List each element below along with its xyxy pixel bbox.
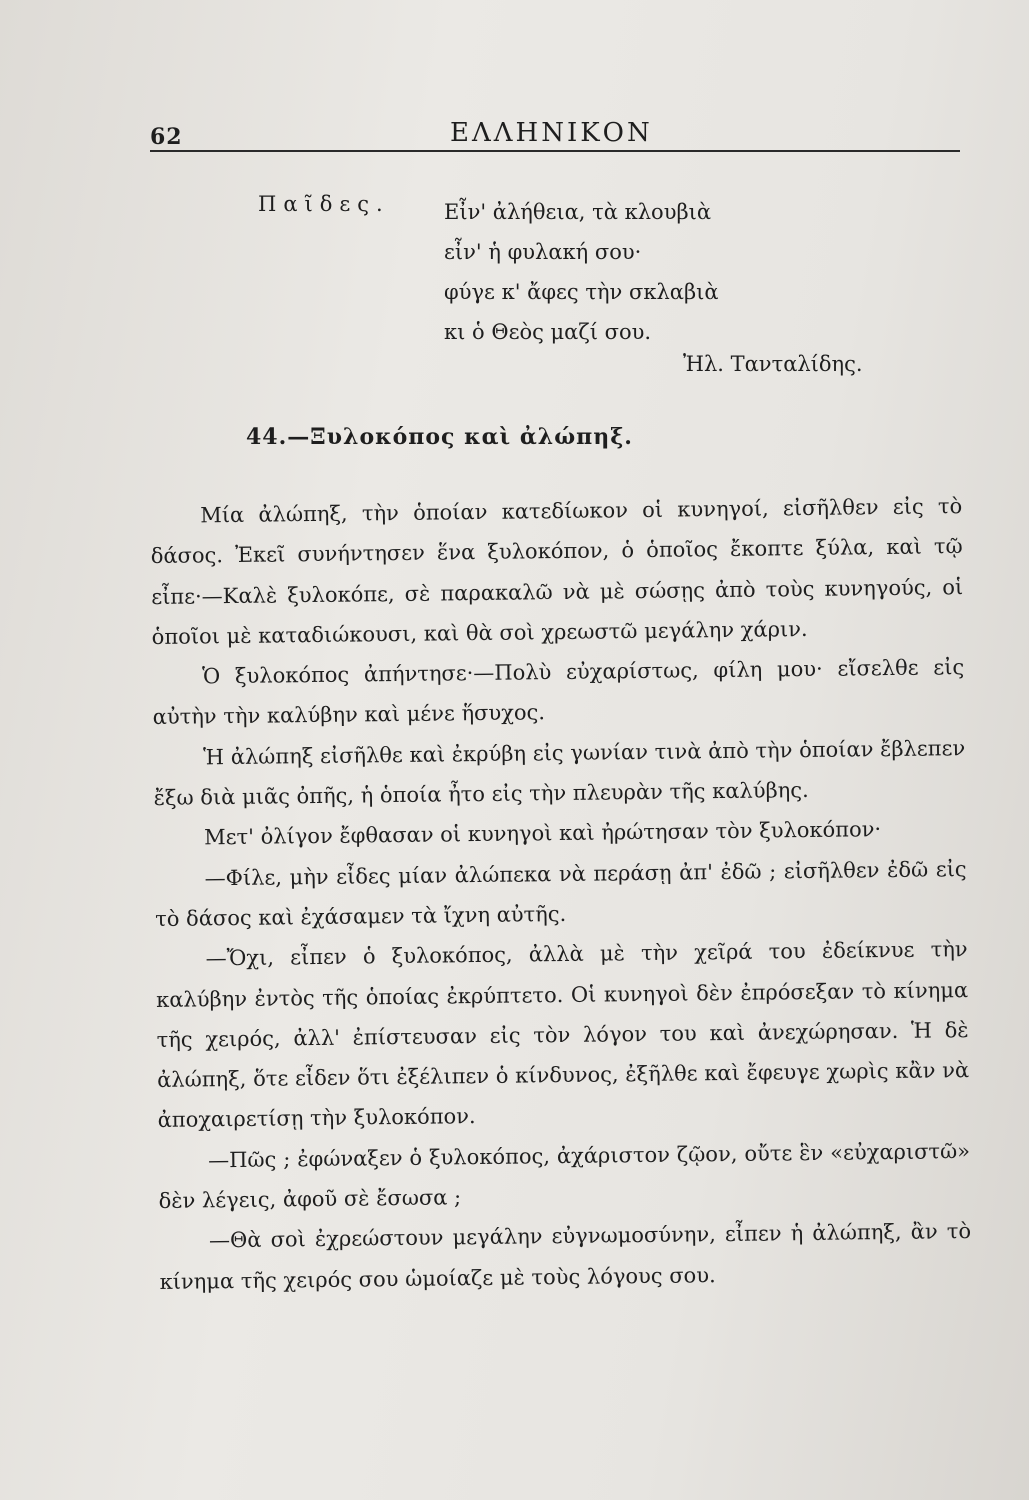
poem-line: εἶν' ἡ φυλακή σου· [444,240,642,264]
paragraph: Ὁ ξυλοκόπος ἀπήντησε·—Πολὺ εὐχαρίστως, φίλη μου· εἴσελθε εἰς αὐτὴν τὴν καλύβην καὶ μένε ἥσυχος. [152,655,965,730]
poem-line: κι ὁ Θεὸς μαζί σου. [444,320,652,344]
paragraph: Μετ' ὀλίγον ἔφθασαν οἱ κυνηγοὶ καὶ ἠρώτησαν τὸν ξυλοκόπον· [204,817,882,850]
paragraph: —Θὰ σοὶ ἐχρεώστουν μεγάλην εὐγνωμοσύνην, εἶπεν ἡ ἀλώπηξ, ἂν τὸ κίνημα τῆς χειρός σου ὡμοίαζε μὲ τοὺς λόγους σου. [159,1219,972,1294]
page-header [150,110,960,152]
paragraph: —Φίλε, μὴν εἶδες μίαν ἀλώπεκα νὰ περάσῃ ἀπ' ἐδῶ ; εἰσῆλθεν ἐδῶ εἰς τὸ δάσος καὶ ἐχάσαμεν τὰ ἴχνη αὐτῆς. [155,856,967,931]
story-text [150,486,972,1302]
poem-speaker: Παῖδες. [258,192,390,216]
paragraph: —Πῶς ; ἐφώναξεν ὁ ξυλοκόπος, ἀχάριστον ζῷον, οὔτε ἓν «εὐχαριστῶ» δὲν λέγεις, ἀφοῦ σὲ ἔσωσα ; [158,1138,971,1213]
poem-line: φύγε κ' ἄφες τὴν σκλαβιὰ [444,280,719,304]
paragraph: Ἡ ἀλώπηξ εἰσῆλθε καὶ ἐκρύβη εἰς γωνίαν τινὰ ἀπὸ τὴν ὁποίαν ἔβλεπεν ἔξω διὰ μιᾶς ὀπῆς, ἡ ὁποία ἦτο εἰς τὴν πλευρὰν τῆς καλύβης. [153,735,966,811]
poem-author: Ἠλ. Τανταλίδης. [683,352,863,376]
paragraph: —Ὄχι, εἶπεν ὁ ξυλοκόπος, ἀλλὰ μὲ τὴν χεῖρά του ἐδείκνυε τὴν καλύβην ἐντὸς τῆς ὁποίας ἐκρύπτετο. Οἱ κυνηγοὶ δὲν ἐπρόσεξαν τὸ κίνημα τῆς χειρός, ἀλλ' ἐπίστευσαν εἰς τὸν λόγον του καὶ ἀνεχώρησαν. Ἡ δὲ ἀλώπηξ, ὅτε εἶδεν ὅτι ἐξέλιπεν ὁ κίνδυνος, ἐξῆλθε καὶ ἔφευγε χωρὶς κἂν νὰ ἀποχαιρετίσῃ τὴν ξυλοκόπον. [156,937,970,1133]
section-title: 44.—Ξυλοκόπος καὶ ἀλώπηξ. [246,424,633,450]
paragraph: Μία ἀλώπηξ, τὴν ὁποίαν κατεδίωκον οἱ κυνηγοί, εἰσῆλθεν εἰς τὸ δάσος. Ἐκεῖ συνήντησεν ἕνα ξυλοκόπον, ὁ ὁποῖος ἔκοπτε ξύλα, καὶ τῷ εἶπε·—Καλὲ ξυλοκόπε, σὲ παρακαλῶ νὰ μὲ σώσῃς ἀπὸ τοὺς κυνηγούς, οἱ ὁποῖοι μὲ καταδιώκουσι, καὶ θὰ σοὶ χρεωστῶ μεγάλην χάριν. [150,494,964,649]
running-title: ΕΛΛΗΝΙΚΟΝ [450,118,653,148]
poem-line: Εἶν' ἀλήθεια, τὰ κλουβιὰ [444,200,712,224]
poem-verse [444,192,924,352]
page-number: 62 [150,124,183,150]
